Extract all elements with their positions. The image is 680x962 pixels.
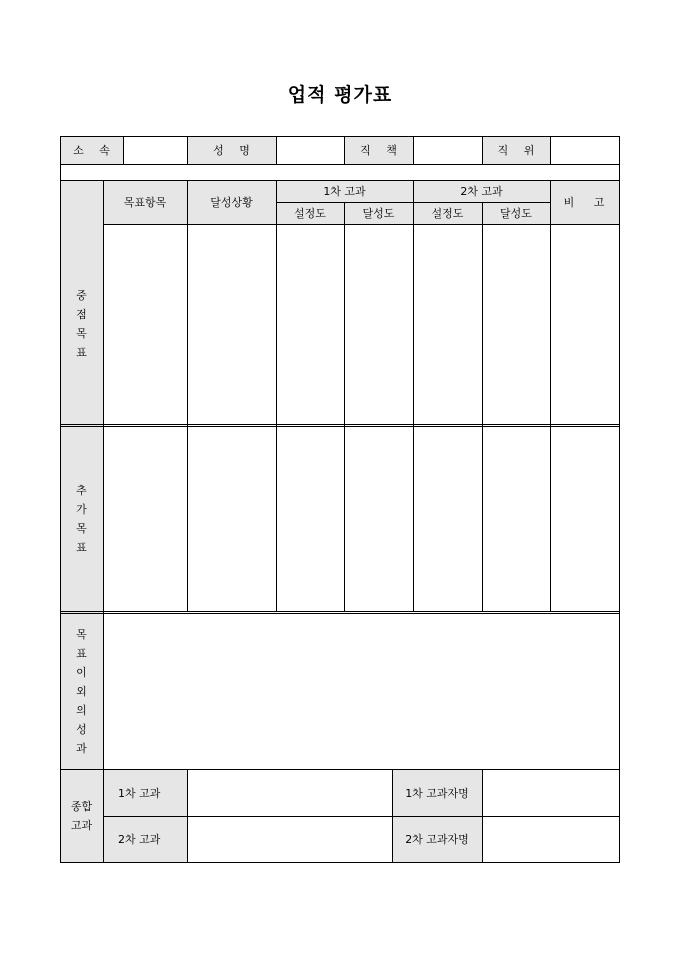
first-setting-level-header: 설정도 <box>294 207 326 220</box>
goal-item-header: 목표항목 <box>123 196 167 209</box>
rule <box>123 136 124 164</box>
rule <box>103 180 104 862</box>
second-achievement-level-header: 달성도 <box>500 207 532 220</box>
page-title: 업적 평가표 <box>287 84 393 106</box>
overall-second-eval-label: 2차 고과 <box>118 833 161 846</box>
rule <box>550 136 551 164</box>
double-rule <box>60 611 620 614</box>
affiliation-label: 소 속 <box>73 144 116 157</box>
rule <box>276 136 277 164</box>
rule <box>187 769 188 862</box>
duty-label: 직 책 <box>360 144 403 157</box>
double-rule <box>60 424 620 427</box>
rule <box>550 180 551 611</box>
first-eval-header: 1차 고과 <box>323 185 366 198</box>
additional-goals-label: 추 가 목 표 <box>76 484 87 554</box>
rule <box>413 180 414 611</box>
rule <box>344 202 345 611</box>
remarks-header: 비 고 <box>563 196 613 209</box>
other-results-label: 목 표 이 외 의 성 과 <box>76 628 87 755</box>
second-eval-header: 2차 고과 <box>460 185 503 198</box>
second-evaluator-label: 2차 고과자명 <box>405 833 469 846</box>
position-label: 직 위 <box>497 144 541 157</box>
achievement-status-header: 달성상황 <box>210 196 253 209</box>
table-frame <box>60 136 620 863</box>
overall-first-eval-label: 1차 고과 <box>118 786 161 800</box>
rule <box>103 224 620 225</box>
rule <box>482 769 483 862</box>
rule <box>413 136 414 164</box>
overall-eval-label: 종합 고과 <box>70 799 93 832</box>
rule <box>482 202 483 611</box>
name-label: 성 명 <box>213 144 256 157</box>
first-evaluator-label: 1차 고과자명 <box>405 786 469 800</box>
rule <box>60 164 620 165</box>
first-achievement-level-header: 달성도 <box>362 207 395 220</box>
key-goals-label: 중 점 목 표 <box>76 289 87 359</box>
second-setting-level-header: 설정도 <box>431 207 464 220</box>
rule <box>276 180 277 611</box>
rule <box>187 180 188 611</box>
